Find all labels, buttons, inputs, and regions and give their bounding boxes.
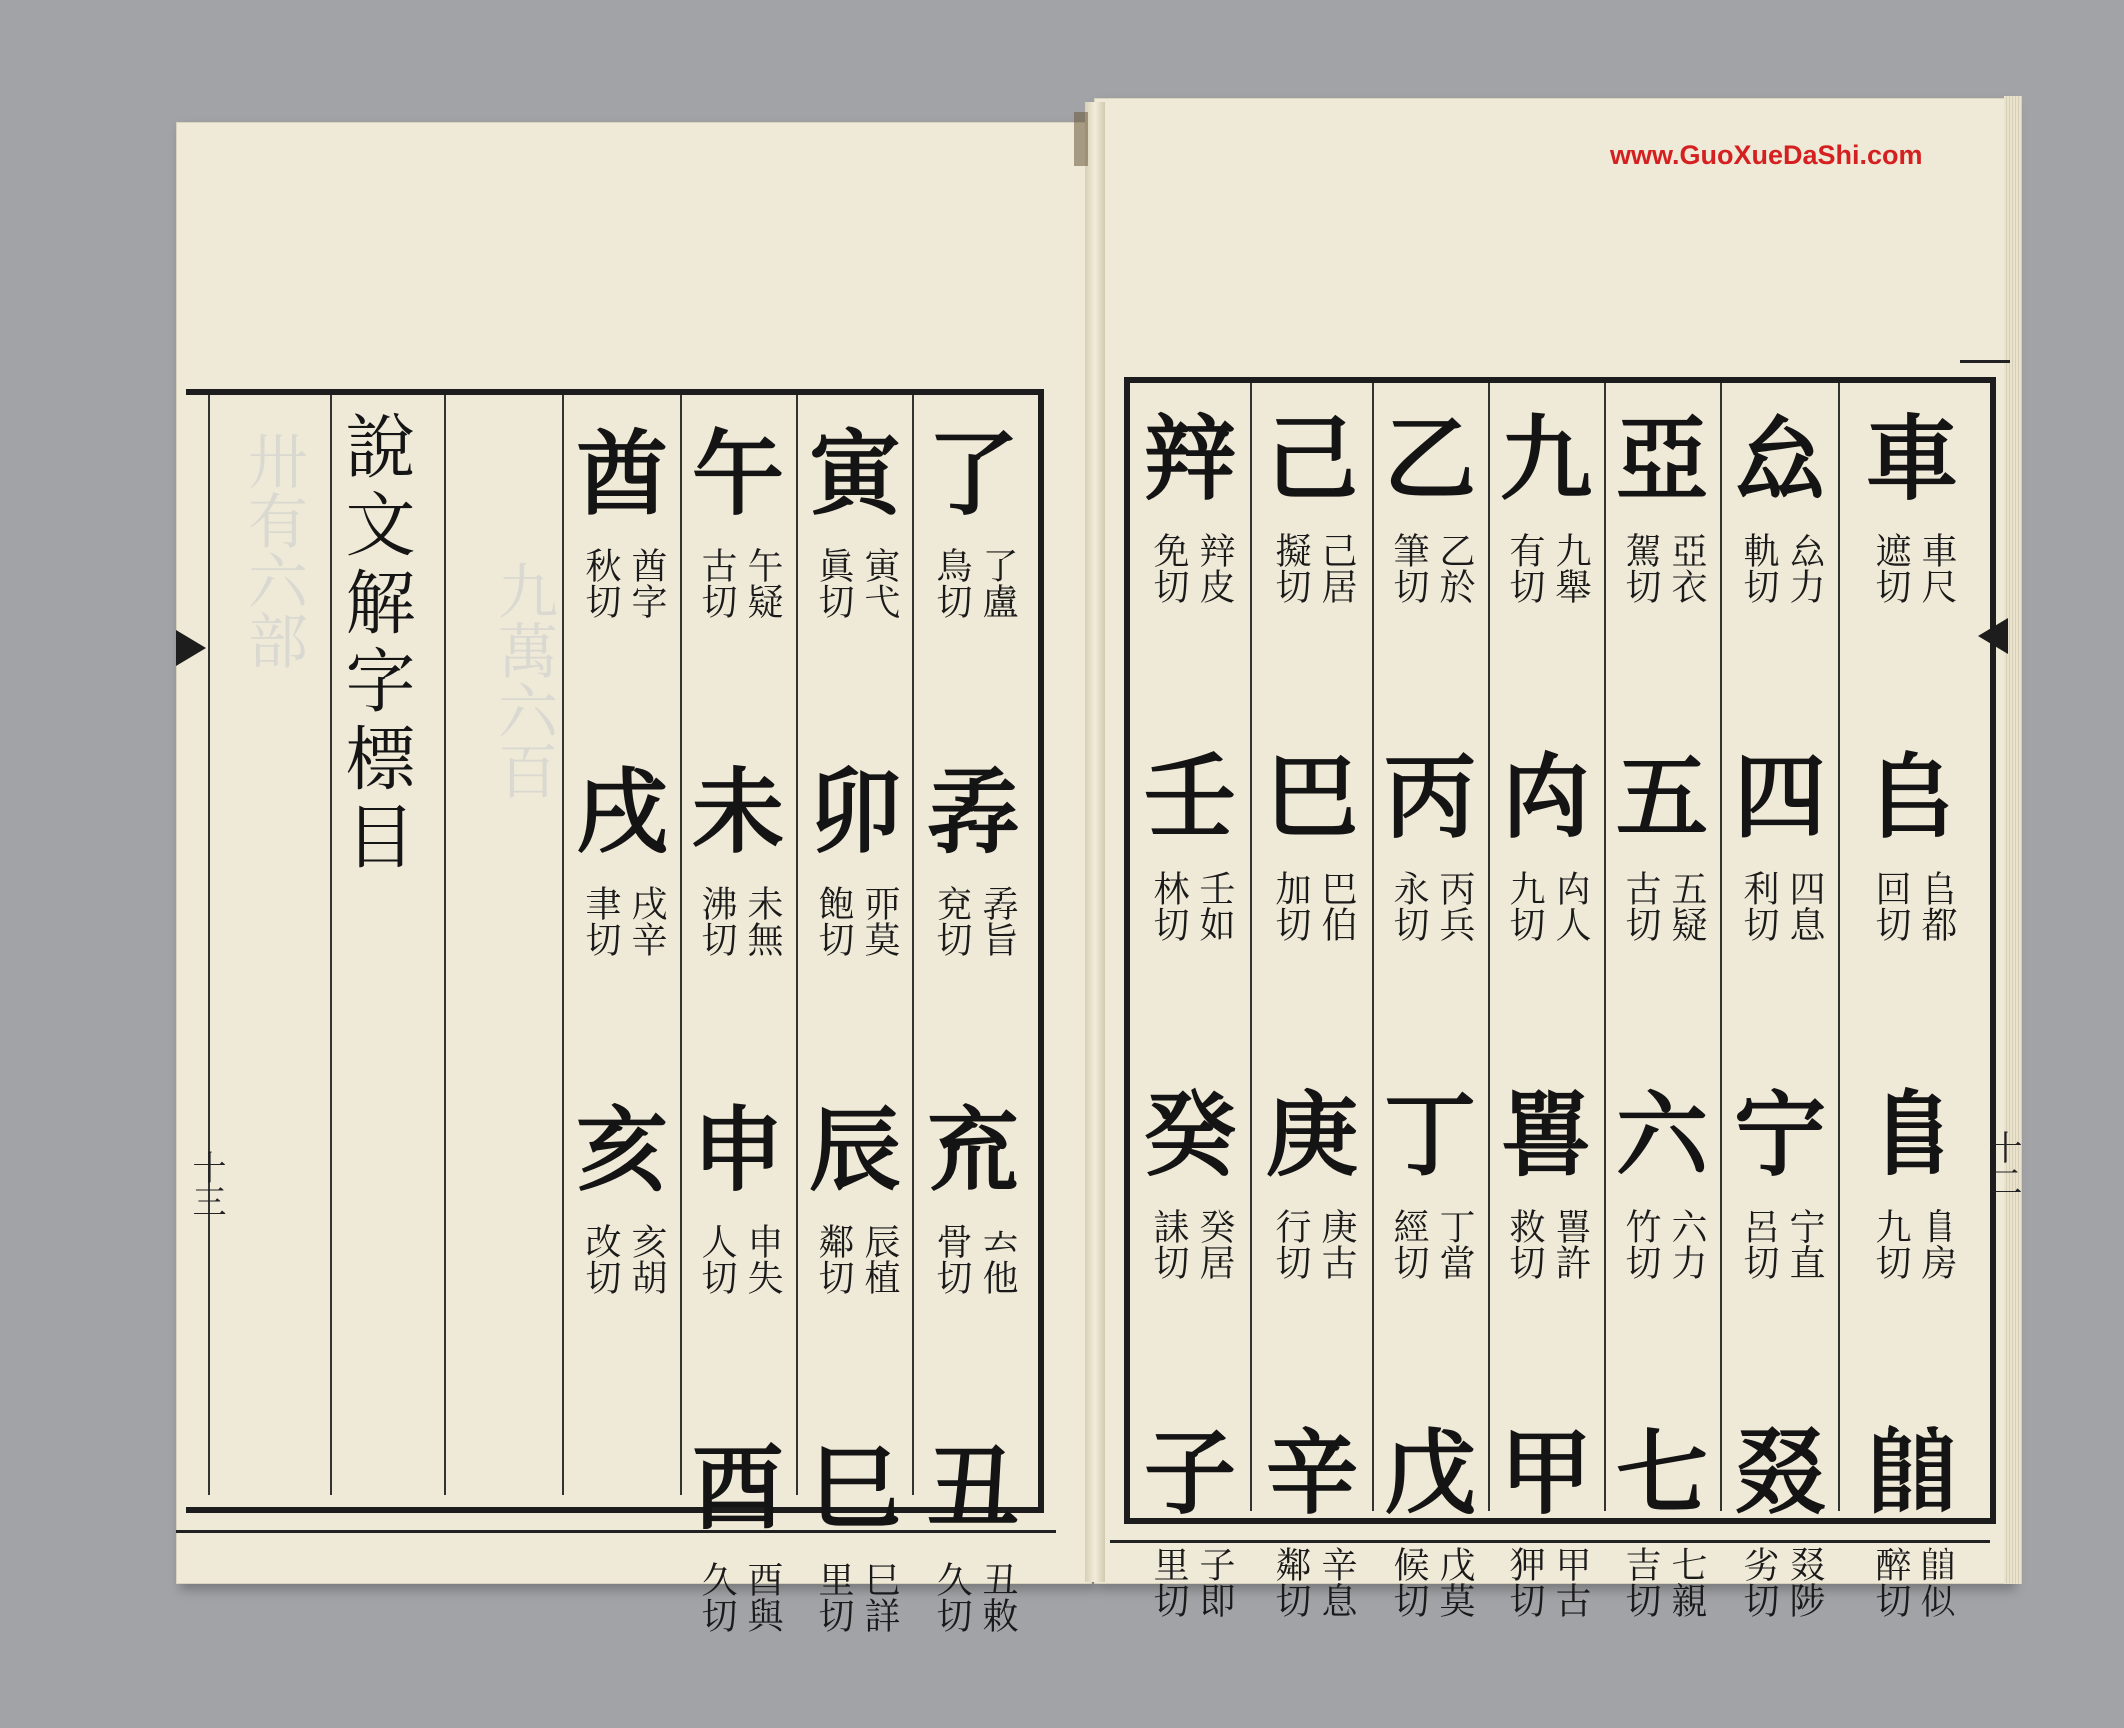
seal-character: 丁 bbox=[1383, 1081, 1476, 1189]
fanqie-gloss: 巳詳 bbox=[859, 1561, 900, 1633]
seal-character: 五 bbox=[1615, 743, 1708, 851]
fanqie-gloss: 子即 bbox=[1194, 1546, 1235, 1618]
seal-character: 子 bbox=[1143, 1419, 1236, 1527]
fanqie-suffix: 九切 bbox=[1870, 1208, 1911, 1280]
fanqie-suffix: 竹切 bbox=[1620, 1208, 1661, 1280]
fanqie-suffix: 久切 bbox=[696, 1561, 737, 1633]
fanqie-gloss: 壬如 bbox=[1194, 870, 1235, 942]
seal-character: 己 bbox=[1265, 405, 1358, 513]
fanqie-gloss: 孨旨 bbox=[977, 885, 1018, 957]
show-through: 九萬六百 bbox=[488, 560, 558, 800]
fanqie-gloss: 己居 bbox=[1316, 532, 1357, 604]
seal-character: 午 bbox=[691, 420, 784, 528]
fanqie-gloss: 丑敕 bbox=[977, 1561, 1018, 1633]
fanqie-suffix: 秋切 bbox=[580, 547, 621, 619]
seal-character: 叕 bbox=[1733, 1419, 1826, 1527]
fanqie-suffix: 改切 bbox=[580, 1223, 621, 1295]
fanqie-gloss: 乙於 bbox=[1434, 532, 1475, 604]
book-spine bbox=[1085, 102, 1105, 1582]
fanqie-suffix: 有切 bbox=[1504, 532, 1545, 604]
fanqie-suffix: 兗切 bbox=[931, 885, 972, 957]
fanqie-suffix: 醉切 bbox=[1870, 1546, 1911, 1618]
fanqie-suffix: 行切 bbox=[1270, 1208, 1311, 1280]
fishtail-mark bbox=[1978, 618, 2008, 654]
fanqie-suffix: 加切 bbox=[1270, 870, 1311, 942]
fanqie-gloss: 申失 bbox=[742, 1223, 783, 1295]
fanqie-suffix: 古切 bbox=[696, 547, 737, 619]
fanqie-suffix: 筆切 bbox=[1388, 532, 1429, 604]
column-rule bbox=[1604, 383, 1606, 1511]
seal-character: 㐬 bbox=[926, 1096, 1019, 1204]
seal-character: 了 bbox=[926, 420, 1019, 528]
seal-character: 九 bbox=[1499, 405, 1592, 513]
fanqie-gloss: 辡皮 bbox=[1194, 532, 1235, 604]
column-rule bbox=[680, 395, 682, 1495]
fanqie-suffix: 擬切 bbox=[1270, 532, 1311, 604]
seal-character: 六 bbox=[1615, 1081, 1708, 1189]
fanqie-gloss: 丙兵 bbox=[1434, 870, 1475, 942]
fanqie-suffix: 里切 bbox=[813, 1561, 854, 1633]
seal-character: 壬 bbox=[1143, 743, 1236, 851]
show-through: 卅有六部 bbox=[238, 430, 308, 670]
page-number: 十二 bbox=[1982, 1130, 2022, 1198]
seal-character: 厽 bbox=[1733, 405, 1826, 513]
seal-character: 丑 bbox=[926, 1434, 1019, 1542]
fanqie-gloss: 辛息 bbox=[1316, 1546, 1357, 1618]
column-rule bbox=[562, 395, 564, 1495]
book-title: 說文解字標目 bbox=[334, 410, 416, 878]
binding-thread bbox=[1074, 112, 1088, 166]
fanqie-suffix: 鄰切 bbox=[813, 1223, 854, 1295]
fanqie-suffix: 里切 bbox=[1148, 1546, 1189, 1618]
fanqie-gloss: 午疑 bbox=[742, 547, 783, 619]
fanqie-suffix: 吉切 bbox=[1620, 1546, 1661, 1618]
column-rule bbox=[1720, 383, 1722, 1511]
fanqie-gloss: 𠂤都 bbox=[1916, 870, 1957, 942]
fanqie-gloss: 𨸏房 bbox=[1916, 1208, 1957, 1280]
fanqie-gloss: 嘼許 bbox=[1550, 1208, 1591, 1280]
seal-character: 卯 bbox=[808, 758, 901, 866]
column-rule bbox=[1250, 383, 1252, 1511]
page-number: 十三 bbox=[186, 1150, 226, 1218]
seal-character: 禸 bbox=[1499, 743, 1592, 851]
fanqie-suffix: 軌切 bbox=[1738, 532, 1779, 604]
fanqie-gloss: 五疑 bbox=[1666, 870, 1707, 942]
seal-character: 戊 bbox=[1383, 1419, 1476, 1527]
seal-character: 車 bbox=[1865, 405, 1958, 513]
fanqie-gloss: 庚古 bbox=[1316, 1208, 1357, 1280]
seal-character: 𨺅 bbox=[1865, 1419, 1958, 1527]
column-rule bbox=[1372, 383, 1374, 1511]
seal-character: 亞 bbox=[1615, 405, 1708, 513]
fanqie-suffix: 鳥切 bbox=[931, 547, 972, 619]
fanqie-gloss: 了盧 bbox=[977, 547, 1018, 619]
seal-character: 丙 bbox=[1383, 743, 1476, 851]
fanqie-suffix: 聿切 bbox=[580, 885, 621, 957]
fanqie-suffix: 遮切 bbox=[1870, 532, 1911, 604]
header-rule bbox=[1960, 360, 2010, 363]
column-rule bbox=[1488, 383, 1490, 1511]
fanqie-gloss: 癸居 bbox=[1194, 1208, 1235, 1280]
seal-character: 酋 bbox=[575, 420, 668, 528]
column-rule bbox=[444, 395, 446, 1495]
fanqie-suffix: 誄切 bbox=[1148, 1208, 1189, 1280]
seal-character: 申 bbox=[691, 1096, 784, 1204]
seal-character: 巴 bbox=[1265, 743, 1358, 851]
seal-character: 孨 bbox=[926, 758, 1019, 866]
fanqie-suffix: 候切 bbox=[1388, 1546, 1429, 1618]
fanqie-gloss: 寅弋 bbox=[859, 547, 900, 619]
seal-character: 酉 bbox=[691, 1434, 784, 1542]
fanqie-gloss: 厽力 bbox=[1784, 532, 1825, 604]
bottom-rule bbox=[1110, 1540, 1990, 1543]
fanqie-gloss: 酋字 bbox=[626, 547, 667, 619]
seal-character: 辰 bbox=[808, 1096, 901, 1204]
fanqie-gloss: 叕陟 bbox=[1784, 1546, 1825, 1618]
seal-character: 庚 bbox=[1265, 1081, 1358, 1189]
seal-character: 巳 bbox=[808, 1434, 901, 1542]
fanqie-suffix: 救切 bbox=[1504, 1208, 1545, 1280]
fanqie-suffix: 劣切 bbox=[1738, 1546, 1779, 1618]
column-rule bbox=[1838, 383, 1840, 1511]
seal-character: 嘼 bbox=[1499, 1081, 1592, 1189]
column-rule bbox=[912, 395, 914, 1495]
seal-character: 未 bbox=[691, 758, 784, 866]
fishtail-mark bbox=[176, 630, 206, 666]
fanqie-suffix: 永切 bbox=[1388, 870, 1429, 942]
fanqie-suffix: 呂切 bbox=[1738, 1208, 1779, 1280]
fanqie-gloss: 巴伯 bbox=[1316, 870, 1357, 942]
seal-character: 亥 bbox=[575, 1096, 668, 1204]
fanqie-suffix: 駕切 bbox=[1620, 532, 1661, 604]
fanqie-suffix: 狎切 bbox=[1504, 1546, 1545, 1618]
fanqie-suffix: 回切 bbox=[1870, 870, 1911, 942]
fanqie-gloss: 丁當 bbox=[1434, 1208, 1475, 1280]
fanqie-gloss: 戊莫 bbox=[1434, 1546, 1475, 1618]
fanqie-suffix: 九切 bbox=[1504, 870, 1545, 942]
fanqie-suffix: 骨切 bbox=[931, 1223, 972, 1295]
fanqie-suffix: 林切 bbox=[1148, 870, 1189, 942]
fanqie-suffix: 利切 bbox=[1738, 870, 1779, 942]
fanqie-suffix: 人切 bbox=[696, 1223, 737, 1295]
fanqie-suffix: 久切 bbox=[931, 1561, 972, 1633]
fanqie-gloss: 酉與 bbox=[742, 1561, 783, 1633]
fanqie-suffix: 經切 bbox=[1388, 1208, 1429, 1280]
seal-character: 𨸏 bbox=[1865, 1081, 1958, 1189]
fanqie-gloss: 丣莫 bbox=[859, 885, 900, 957]
seal-character: 癸 bbox=[1143, 1081, 1236, 1189]
seal-character: 寅 bbox=[808, 420, 901, 528]
watermark: www.GuoXueDaShi.com bbox=[1610, 140, 1923, 170]
seal-character: 四 bbox=[1733, 743, 1826, 851]
seal-character: 乙 bbox=[1383, 405, 1476, 513]
fanqie-suffix: 鄰切 bbox=[1270, 1546, 1311, 1618]
fanqie-gloss: 車尺 bbox=[1916, 532, 1957, 604]
seal-character: 𠂤 bbox=[1865, 743, 1958, 851]
fanqie-gloss: 辰植 bbox=[859, 1223, 900, 1295]
seal-character: 七 bbox=[1615, 1419, 1708, 1527]
fanqie-gloss: 九舉 bbox=[1550, 532, 1591, 604]
fanqie-suffix: 古切 bbox=[1620, 870, 1661, 942]
seal-character: 辡 bbox=[1143, 405, 1236, 513]
seal-character: 戌 bbox=[575, 758, 668, 866]
seal-character: 宁 bbox=[1733, 1081, 1826, 1189]
seal-character: 甲 bbox=[1499, 1419, 1592, 1527]
fanqie-gloss: 甲古 bbox=[1550, 1546, 1591, 1618]
fanqie-gloss: 戌辛 bbox=[626, 885, 667, 957]
seal-character: 辛 bbox=[1265, 1419, 1358, 1527]
fanqie-gloss: 亞衣 bbox=[1666, 532, 1707, 604]
fanqie-gloss: 宁直 bbox=[1784, 1208, 1825, 1280]
column-rule bbox=[208, 395, 210, 1495]
fanqie-gloss: 四息 bbox=[1784, 870, 1825, 942]
fanqie-suffix: 免切 bbox=[1148, 532, 1189, 604]
page-edges bbox=[2004, 96, 2022, 1584]
fanqie-suffix: 眞切 bbox=[813, 547, 854, 619]
column-rule bbox=[796, 395, 798, 1495]
fanqie-suffix: 沸切 bbox=[696, 885, 737, 957]
fanqie-gloss: 六力 bbox=[1666, 1208, 1707, 1280]
column-rule bbox=[330, 395, 332, 1495]
fanqie-gloss: 𠫓他 bbox=[977, 1223, 1018, 1295]
fanqie-gloss: 七親 bbox=[1666, 1546, 1707, 1618]
fanqie-suffix: 飽切 bbox=[813, 885, 854, 957]
fanqie-gloss: 亥胡 bbox=[626, 1223, 667, 1295]
fanqie-gloss: 禸人 bbox=[1550, 870, 1591, 942]
fanqie-gloss: 未無 bbox=[742, 885, 783, 957]
fanqie-gloss: 𨺅似 bbox=[1916, 1546, 1957, 1618]
